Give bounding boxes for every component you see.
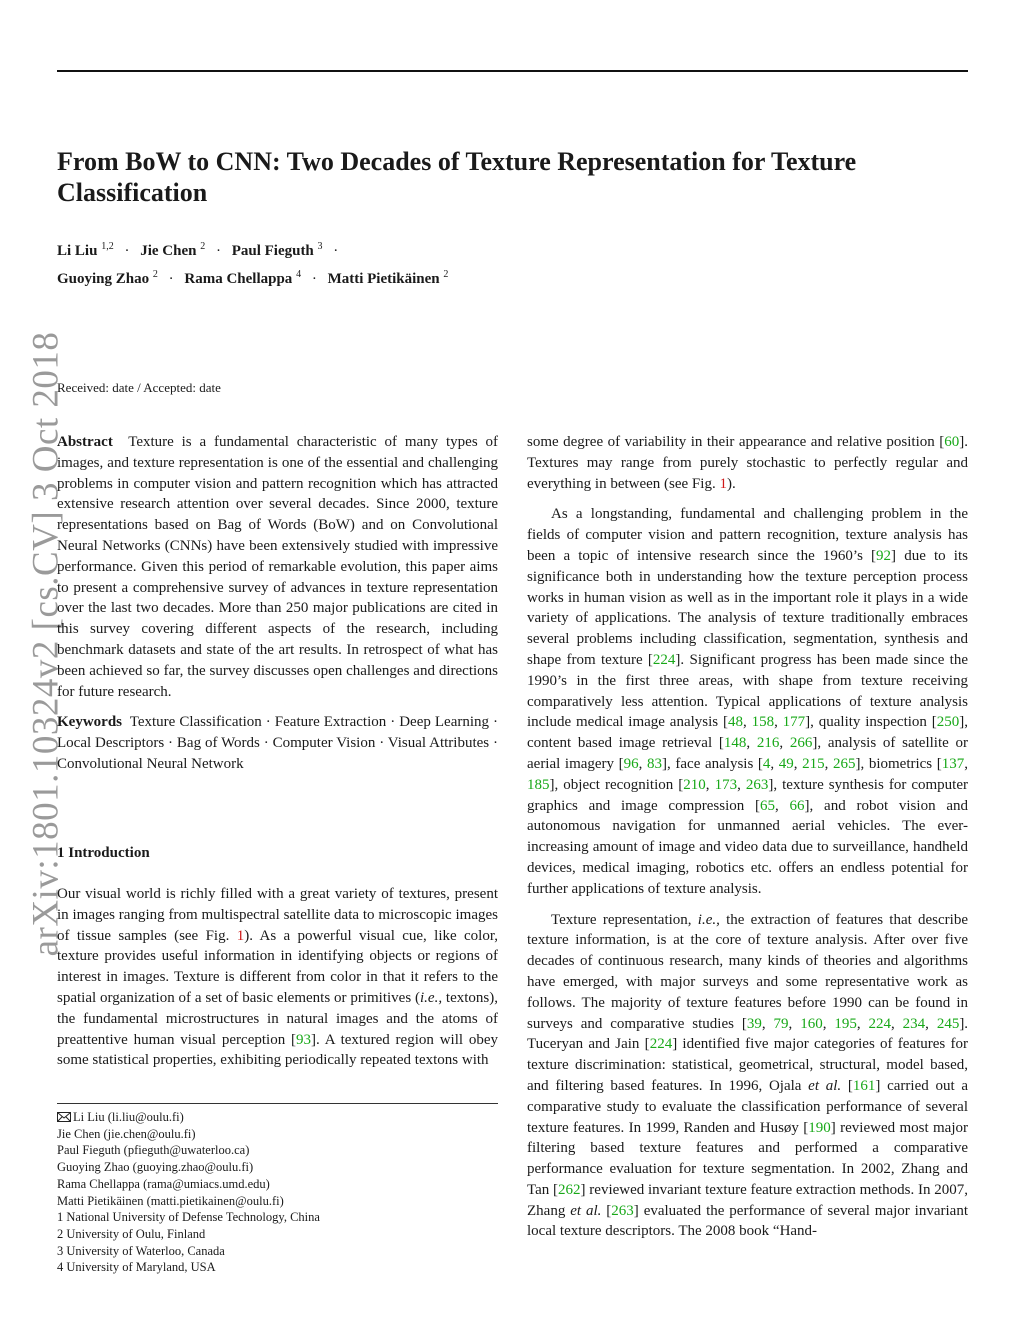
citation-link[interactable]: 185 <box>527 776 550 793</box>
author-line-1 <box>57 235 757 263</box>
author-separator: · <box>215 243 221 259</box>
footnotes <box>57 1109 498 1276</box>
keywords <box>57 712 498 774</box>
top-rule <box>57 70 968 72</box>
citation-link[interactable]: 224 <box>868 1015 891 1032</box>
citation-link[interactable]: 190 <box>808 1119 831 1136</box>
intro-text: ]. A textured region will obey some statistical properties, exhibiting periodically repeated textons with <box>57 1031 499 1069</box>
citation-link[interactable]: 263 <box>745 776 769 793</box>
abstract-text: Texture is a fundamental characteristic of many types of images, and texture representation is one of the essential and challenging problems in computer vision and pattern recognition which has attracted extensive research attention over several decades. Since 2000, texture representations based on Bag of Words (BoW) and on Convolutional Neural Networks (CNNs) have been extensively studied with impressive performance. Given this period of remarkable evolution, this paper aims to present a comprehensive survey of advances in texture representation over the last two decades. More than 250 major publications are cited in this survey covering different aspects of the research, including benchmark datasets and state of the art results. In retrospect of what has been achieved so far, the survey discusses open challenges and directions for future research. <box>57 434 498 700</box>
citation-link[interactable]: 216 <box>756 735 780 752</box>
footnote-line: 4 University of Maryland, USA <box>57 1260 216 1275</box>
intro-text: Our visual world is richly filled with a great variety of textures, present in images ranging from multispectral satellite data to microscopic images of tissue samples (see Fig. <box>57 886 498 944</box>
citation-link[interactable]: 250 <box>936 714 960 731</box>
citation-link[interactable]: 263 <box>611 1202 634 1219</box>
keywords-text: Texture Classification · Feature Extraction · Deep Learning · Local Descriptors · Bag of Words · Computer Vision · Visual Attributes · Convolutional Neural Network <box>57 714 499 772</box>
author-name: Rama Chellappa <box>184 271 293 287</box>
footnote-line: Jie Chen (jie.chen@oulu.fi) <box>57 1126 196 1141</box>
citation-link[interactable]: 234 <box>902 1015 926 1032</box>
author-affiliation: 4 <box>296 269 302 280</box>
citation-link[interactable]: 48 <box>727 714 743 731</box>
intro-paragraph <box>57 884 498 1071</box>
citation-link[interactable]: 4 <box>762 755 771 772</box>
footnote-text: Li Liu (li.liu@oulu.fi) <box>73 1110 184 1124</box>
section-heading: 1 Introduction <box>57 845 150 861</box>
author-name: Jie Chen <box>140 243 197 259</box>
citation-link[interactable]: 66 <box>789 797 805 814</box>
paragraph: some degree of variability in their appearance and relative position [60]. Textures may range from purely stochastic to perfectly regular and everything in between (see Fig. 1). <box>527 434 968 492</box>
footnote-rule <box>57 1103 498 1104</box>
left-column <box>57 432 498 775</box>
right-column <box>527 432 968 1242</box>
intro-text: textons), the fundamental microstructures in natural images and the atoms of preattentive human visual perception [ <box>57 989 498 1048</box>
author-affiliation: 3 <box>317 241 323 252</box>
author-affiliation: 1,2 <box>101 241 114 252</box>
author-separator: · <box>333 243 339 259</box>
abstract-label: Abstract <box>57 434 113 450</box>
footnote-line: Paul Fieguth (pfieguth@uwaterloo.ca) <box>57 1143 250 1158</box>
citation-link[interactable]: 266 <box>789 735 813 752</box>
citation-link[interactable]: 177 <box>782 714 806 731</box>
citation-link[interactable]: 93 <box>296 1031 312 1048</box>
citation-link[interactable]: 83 <box>647 755 663 772</box>
author-list <box>57 235 757 291</box>
envelope-icon <box>57 1112 71 1122</box>
footnote-line: Rama Chellappa (rama@umiacs.umd.edu) <box>57 1176 270 1191</box>
paper-title: From BoW to CNN: Two Decades of Texture Representation for Texture Classification <box>57 147 857 207</box>
footnote-line: 1 National University of Defense Technology, China <box>57 1210 320 1225</box>
citation-link[interactable]: 96 <box>623 755 639 772</box>
citation-link[interactable]: 92 <box>876 547 892 564</box>
author-line-2 <box>57 263 757 291</box>
citation-link[interactable]: 224 <box>652 651 676 668</box>
paragraph: As a longstanding, fundamental and challenging problem in the fields of computer vision and pattern recognition, texture analysis has been a topic of intensive research since the 1960’s [92] due to its significance both in understanding how the texture perception process works in human vision as well as in the important role it plays in a wide variety of applications. The analysis of texture traditionally embraces several problems including classification, segmentation, synthesis and shape from texture [224]. Significant progress has been made since the 1990’s in the first three areas, with shape from texture receiving comparatively less attention. Typical applications of texture analysis include medical image analysis [48, 158, 177], quality inspection [250], content based image retrieval [148, 216, 266], analysis of satellite or aerial imagery [96, 83], face analysis [4, 49, 215, 265], biometrics [137, 185], object recognition [210, 173, 263], texture synthesis for computer graphics and image compression [65, 66], and robot vision and autonomous navigation for unmanned aerial vehicles. The ever-increasing amount of image and video data due to surveillance, handheld devices, medical imaging, robotics etc. offers an endless potential for further applications of texture analysis. <box>527 506 969 897</box>
author-affiliation: 2 <box>443 269 449 280</box>
citation-link[interactable]: 224 <box>649 1036 673 1053</box>
author-name: Guoying Zhao <box>57 271 150 287</box>
footnote-line <box>57 1109 498 1126</box>
citation-link[interactable]: 161 <box>852 1077 876 1094</box>
citation-link[interactable]: 195 <box>834 1015 857 1032</box>
keywords-label: Keywords <box>57 714 122 731</box>
footnote-line: 2 University of Oulu, Finland <box>57 1226 206 1241</box>
intro-text: ). As a powerful visual cue, like color, texture provides useful information in identifying objects or regions of interest in images. Texture is different from color in that it refers to the spatial organization of a set of basic elements or primitives ( <box>57 927 498 1006</box>
figure-link[interactable]: 1 <box>236 927 245 944</box>
figure-link[interactable]: 1 <box>719 475 727 492</box>
citation-link[interactable]: 60 <box>944 434 960 450</box>
citation-link[interactable]: 210 <box>683 776 706 793</box>
author-name: Li Liu <box>57 243 98 259</box>
citation-link[interactable]: 148 <box>723 735 747 752</box>
citation-link[interactable]: 65 <box>760 797 776 814</box>
arxiv-stamp: arXiv:1801.10324v2 [cs.CV] 3 Oct 2018 <box>25 331 67 957</box>
citation-link[interactable]: 79 <box>773 1015 789 1032</box>
author-affiliation: 2 <box>200 241 206 252</box>
citation-link[interactable]: 49 <box>778 755 794 772</box>
author-separator: · <box>311 271 317 287</box>
author-name: Matti Pietikäinen <box>327 271 440 287</box>
citation-link[interactable]: 173 <box>714 776 738 793</box>
citation-link[interactable]: 215 <box>802 755 825 772</box>
citation-link[interactable]: 158 <box>751 714 775 731</box>
author-separator: · <box>168 271 174 287</box>
author-affiliation: 2 <box>152 269 158 280</box>
footnote-line: 3 University of Waterloo, Canada <box>57 1243 225 1258</box>
citation-link[interactable]: 245 <box>936 1015 960 1032</box>
citation-link[interactable]: 137 <box>941 755 965 772</box>
citation-link[interactable]: 160 <box>800 1015 823 1032</box>
paragraph: Texture representation, i.e., the extraction of features that describe texture information, is at the core of texture analysis. After over five decades of continuous research, many kinds of theories and algorithms have emerged, with major surveys and some representative work as follows. The majority of texture features before 1990 can be found in surveys and comparative studies [39, 79, 160, 195, 224, 234, 245]. Tuceryan and Jain [224] identified five major categories of features for texture discrimination: statistical, geometrical, structural, model based, and filtering based features. In 1996, Ojala et al. [161] carried out a comparative study to evaluate the classification performance of several texture features. In 1999, Randen and Husøy [190] reviewed most major filtering based texture features and performed a comparative performance evaluation for texture segmentation. In 2002, Zhang and Tan [262] reviewed invariant texture feature extraction methods. In 2007, Zhang et al. [263] evaluated the performance of several major invariant local texture descriptors. The 2008 book “Hand- <box>527 911 969 1240</box>
received-date: Received: date / Accepted: date <box>57 380 221 395</box>
citation-link[interactable]: 39 <box>746 1015 762 1032</box>
citation-link[interactable]: 265 <box>832 755 856 772</box>
citation-link[interactable]: 262 <box>558 1181 581 1198</box>
footnote-line: Matti Pietikäinen (matti.pietikainen@oulu.fi) <box>57 1193 284 1208</box>
author-separator: · <box>124 243 130 259</box>
abstract <box>57 432 498 702</box>
author-name: Paul Fieguth <box>231 243 314 259</box>
footnote-line: Guoying Zhao (guoying.zhao@oulu.fi) <box>57 1160 254 1175</box>
intro-emphasis: i.e., <box>420 989 443 1006</box>
